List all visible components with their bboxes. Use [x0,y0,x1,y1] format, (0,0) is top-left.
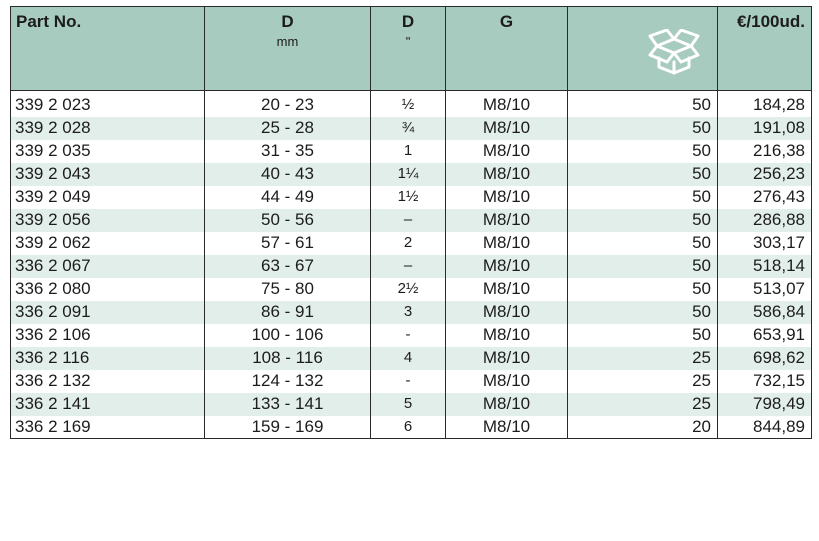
cell-price: 276,43 [718,186,812,209]
cell-g: M8/10 [446,140,568,163]
cell-part-no: 336 2 132 [11,370,205,393]
cell-d-mm: 57 - 61 [205,232,371,255]
table-row [11,186,812,209]
cell-d-mm: 44 - 49 [205,186,371,209]
cell-d-inch: 2½ [371,278,446,301]
table-row [11,393,812,416]
cell-g: M8/10 [446,324,568,347]
cell-part-no: 339 2 035 [11,140,205,163]
table-row [11,117,812,140]
cell-part-no: 339 2 049 [11,186,205,209]
cell-d-inch: ½ [371,91,446,117]
cell-d-mm: 31 - 35 [205,140,371,163]
cell-g: M8/10 [446,255,568,278]
cell-price: 286,88 [718,209,812,232]
cell-d-inch: ¾ [371,117,446,140]
cell-quantity: 25 [568,370,718,393]
cell-d-mm: 20 - 23 [205,91,371,117]
cell-price: 513,07 [718,278,812,301]
cell-g: M8/10 [446,393,568,416]
cell-price: 303,17 [718,232,812,255]
header-g [446,7,568,91]
table-row [11,140,812,163]
cell-quantity: 50 [568,301,718,324]
cell-quantity: 50 [568,209,718,232]
header-price-label: €/100ud. [736,12,805,31]
cell-d-inch: 5 [371,393,446,416]
cell-part-no: 339 2 056 [11,209,205,232]
table-row [11,347,812,370]
cell-price: 798,49 [718,393,812,416]
cell-price: 844,89 [718,416,812,439]
table-row [11,416,812,439]
cell-d-inch: 1¼ [371,163,446,186]
cell-g: M8/10 [446,186,568,209]
cell-price: 518,14 [718,255,812,278]
cell-price: 191,08 [718,117,812,140]
cell-quantity: 50 [568,278,718,301]
table-row [11,209,812,232]
cell-d-inch: 4 [371,347,446,370]
table-row [11,301,812,324]
cell-quantity: 25 [568,393,718,416]
table-row [11,163,812,186]
header-d-inch [371,7,446,91]
parts-price-table [10,6,812,439]
cell-d-mm: 86 - 91 [205,301,371,324]
cell-part-no: 339 2 062 [11,232,205,255]
cell-g: M8/10 [446,370,568,393]
cell-d-mm: 133 - 141 [205,393,371,416]
cell-part-no: 336 2 106 [11,324,205,347]
cell-d-inch: 6 [371,416,446,439]
cell-quantity: 50 [568,163,718,186]
header-price [718,7,812,91]
cell-price: 698,62 [718,347,812,370]
header-g-label: G [499,12,514,31]
cell-g: M8/10 [446,209,568,232]
header-d-inch-unit: " [405,34,411,49]
cell-d-inch: – [371,209,446,232]
package-box-icon [647,29,701,75]
cell-quantity: 50 [568,324,718,347]
table-row [11,232,812,255]
header-d-mm-unit: mm [276,34,299,49]
cell-d-mm: 108 - 116 [205,347,371,370]
cell-d-mm: 50 - 56 [205,209,371,232]
cell-g: M8/10 [446,416,568,439]
cell-g: M8/10 [446,163,568,186]
cell-part-no: 336 2 091 [11,301,205,324]
table-row [11,255,812,278]
table-row [11,370,812,393]
cell-quantity: 25 [568,347,718,370]
cell-d-mm: 124 - 132 [205,370,371,393]
table-row [11,91,812,117]
cell-d-mm: 159 - 169 [205,416,371,439]
cell-quantity: 50 [568,232,718,255]
cell-price: 256,23 [718,163,812,186]
header-row [11,7,812,91]
header-d-mm [205,7,371,91]
cell-g: M8/10 [446,278,568,301]
cell-g: M8/10 [446,347,568,370]
cell-part-no: 336 2 116 [11,347,205,370]
cell-g: M8/10 [446,232,568,255]
cell-price: 586,84 [718,301,812,324]
cell-price: 184,28 [718,91,812,117]
table-row [11,278,812,301]
table-header [11,7,812,91]
cell-d-inch: 2 [371,232,446,255]
cell-d-mm: 100 - 106 [205,324,371,347]
cell-d-inch: – [371,255,446,278]
cell-g: M8/10 [446,91,568,117]
header-part-no [11,7,205,91]
cell-quantity: 20 [568,416,718,439]
cell-d-mm: 75 - 80 [205,278,371,301]
cell-g: M8/10 [446,301,568,324]
header-d-inch-label: D [401,12,415,31]
table-row [11,324,812,347]
header-part-no-label: Part No. [16,12,82,31]
cell-part-no: 336 2 067 [11,255,205,278]
cell-price: 216,38 [718,140,812,163]
cell-d-mm: 63 - 67 [205,255,371,278]
cell-part-no: 336 2 141 [11,393,205,416]
cell-part-no: 339 2 043 [11,163,205,186]
cell-d-mm: 25 - 28 [205,117,371,140]
cell-part-no: 336 2 080 [11,278,205,301]
cell-d-inch: 1 [371,140,446,163]
cell-price: 732,15 [718,370,812,393]
cell-quantity: 50 [568,117,718,140]
cell-d-inch: 3 [371,301,446,324]
cell-quantity: 50 [568,91,718,117]
cell-part-no: 339 2 028 [11,117,205,140]
header-d-mm-label: D [281,12,294,31]
cell-quantity: 50 [568,140,718,163]
cell-d-inch: - [371,370,446,393]
cell-d-inch: - [371,324,446,347]
cell-quantity: 50 [568,255,718,278]
cell-price: 653,91 [718,324,812,347]
cell-part-no: 336 2 169 [11,416,205,439]
cell-part-no: 339 2 023 [11,91,205,117]
header-quantity [568,7,718,91]
cell-g: M8/10 [446,117,568,140]
cell-quantity: 50 [568,186,718,209]
table-body [11,91,812,439]
cell-d-inch: 1½ [371,186,446,209]
cell-d-mm: 40 - 43 [205,163,371,186]
